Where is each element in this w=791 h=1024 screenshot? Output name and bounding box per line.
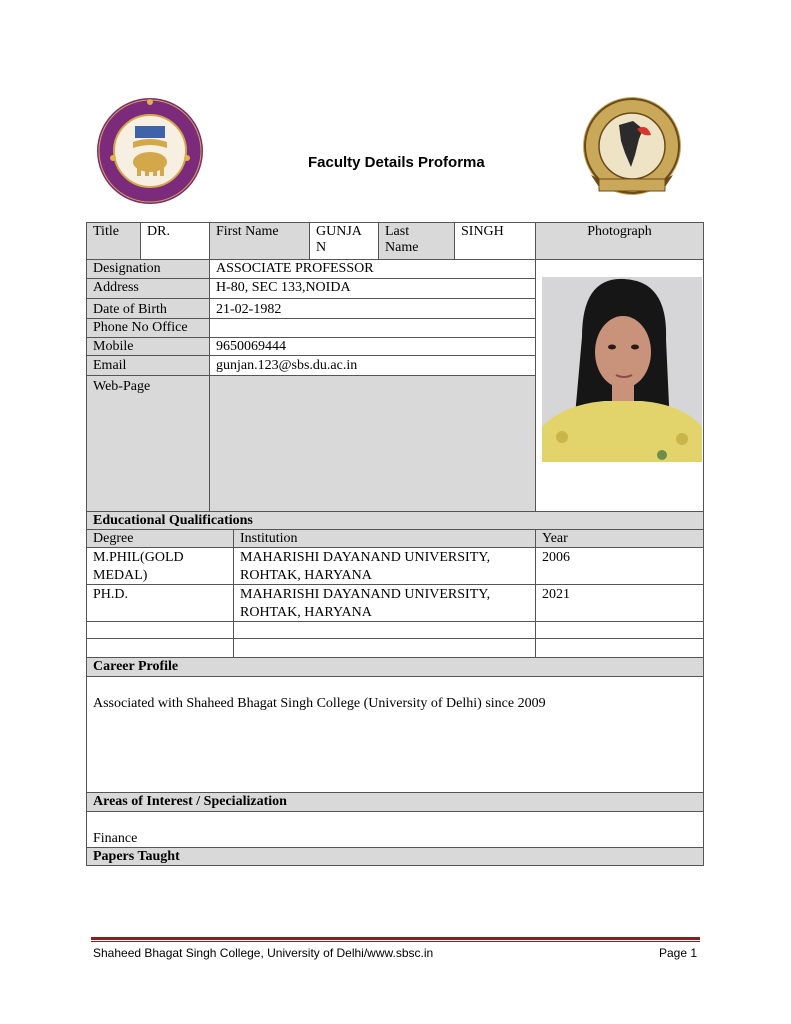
faculty-photo xyxy=(542,277,702,462)
webpage-label: Web-Page xyxy=(93,379,151,394)
address-label: Address xyxy=(93,280,139,295)
footer-college-text: Shaheed Bhagat Singh College, University of Delhi/www.sbsc.in xyxy=(93,946,434,960)
edu-row1-degree-line2: MEDAL) xyxy=(93,568,148,583)
interest-body-cell xyxy=(86,811,704,848)
last-name-label-cell xyxy=(378,222,455,260)
papers-section-header xyxy=(86,847,704,866)
career-text: Associated with Shaheed Bhagat Singh College (University of Delhi) since 2009 xyxy=(93,696,546,711)
degree-header: Degree xyxy=(93,531,134,546)
last-name-label-line2: Name xyxy=(385,240,419,255)
edu-row2-institution-line1: MAHARISHI DAYANAND UNIVERSITY, xyxy=(240,587,491,602)
education-section-title: Educational Qualifications xyxy=(93,513,253,528)
designation-label: Designation xyxy=(93,261,161,276)
mobile-value: 9650069444 xyxy=(216,339,286,354)
dob-label: Date of Birth xyxy=(93,302,167,317)
title-label: Title xyxy=(93,224,119,239)
edu-row1-degree-line1: M.PHIL(GOLD xyxy=(93,550,184,565)
address-value: H-80, SEC 133,NOIDA xyxy=(216,280,351,295)
phone-office-label: Phone No Office xyxy=(93,320,188,335)
last-name-value: SINGH xyxy=(461,224,504,239)
email-value-cell xyxy=(209,355,536,376)
career-body-cell xyxy=(86,676,704,793)
mobile-value-cell xyxy=(209,337,536,356)
edu-row1-institution-line1: MAHARISHI DAYANAND UNIVERSITY, xyxy=(240,550,491,565)
interest-section-title: Areas of Interest / Specialization xyxy=(93,794,287,809)
email-value[interactable]: gunjan.123@sbs.du.ac.in xyxy=(216,358,358,373)
edu-row2-degree-cell xyxy=(86,584,234,622)
university-of-delhi-seal-icon xyxy=(95,96,205,206)
papers-section-title: Papers Taught xyxy=(93,849,180,864)
edu-row4-year-cell xyxy=(535,638,704,658)
last-name-value-cell xyxy=(454,222,536,260)
year-header: Year xyxy=(542,531,568,546)
first-name-label-cell xyxy=(209,222,310,260)
phone-office-label-cell xyxy=(86,318,210,338)
institution-header-cell xyxy=(233,529,536,548)
photograph-label-cell xyxy=(535,222,704,260)
mobile-label-cell xyxy=(86,337,210,356)
edu-row1-year-cell xyxy=(535,547,704,585)
title-value: DR. xyxy=(147,224,170,239)
photograph-label: Photograph xyxy=(587,224,652,239)
edu-row3-year-cell xyxy=(535,621,704,639)
address-value-cell xyxy=(209,278,536,299)
mobile-label: Mobile xyxy=(93,339,134,354)
first-name-value-line1: GUNJA xyxy=(316,224,362,239)
page-title: Faculty Details Proforma xyxy=(308,154,485,171)
education-section-header xyxy=(86,511,704,530)
interest-text: Finance xyxy=(93,831,138,846)
edu-row2-degree-line1: PH.D. xyxy=(93,587,129,602)
designation-label-cell xyxy=(86,259,210,279)
footer-divider-thin xyxy=(91,941,700,942)
last-name-label-line1: Last xyxy=(385,224,410,239)
dob-value: 21-02-1982 xyxy=(216,302,282,317)
webpage-value-cell xyxy=(209,375,536,512)
footer-page-number: Page 1 xyxy=(659,946,698,960)
edu-row1-year: 2006 xyxy=(542,550,570,565)
edu-row2-year-cell xyxy=(535,584,704,622)
year-header-cell xyxy=(535,529,704,548)
title-value-cell xyxy=(140,222,210,260)
edu-row4-institution-cell xyxy=(233,638,536,658)
career-section-title: Career Profile xyxy=(93,659,179,674)
footer-divider-thick xyxy=(91,937,700,940)
email-label: Email xyxy=(93,358,127,373)
first-name-value-cell xyxy=(309,222,379,260)
institution-header: Institution xyxy=(240,531,298,546)
career-section-header xyxy=(86,657,704,677)
edu-row3-degree-cell xyxy=(86,621,234,639)
edu-row2-institution-line2: ROHTAK, HARYANA xyxy=(240,605,372,620)
edu-row4-degree-cell xyxy=(86,638,234,658)
designation-value: ASSOCIATE PROFESSOR xyxy=(216,261,374,276)
phone-office-value-cell xyxy=(209,318,536,338)
title-label-cell xyxy=(86,222,141,260)
shaheed-bhagat-singh-college-seal-icon xyxy=(581,95,683,205)
first-name-value-line2: N xyxy=(316,240,327,255)
designation-value-cell xyxy=(209,259,536,279)
address-label-cell xyxy=(86,278,210,299)
edu-row2-year: 2021 xyxy=(542,587,570,602)
photograph-cell xyxy=(535,259,704,512)
dob-label-cell xyxy=(86,298,210,319)
edu-row1-institution-cell xyxy=(233,547,536,585)
dob-value-cell xyxy=(209,298,536,319)
degree-header-cell xyxy=(86,529,234,548)
email-label-cell xyxy=(86,355,210,376)
interest-section-header xyxy=(86,792,704,812)
first-name-label: First Name xyxy=(216,224,279,239)
edu-row1-degree-cell xyxy=(86,547,234,585)
webpage-label-cell xyxy=(86,375,210,512)
edu-row2-institution-cell xyxy=(233,584,536,622)
edu-row1-institution-line2: ROHTAK, HARYANA xyxy=(240,568,372,583)
edu-row3-institution-cell xyxy=(233,621,536,639)
